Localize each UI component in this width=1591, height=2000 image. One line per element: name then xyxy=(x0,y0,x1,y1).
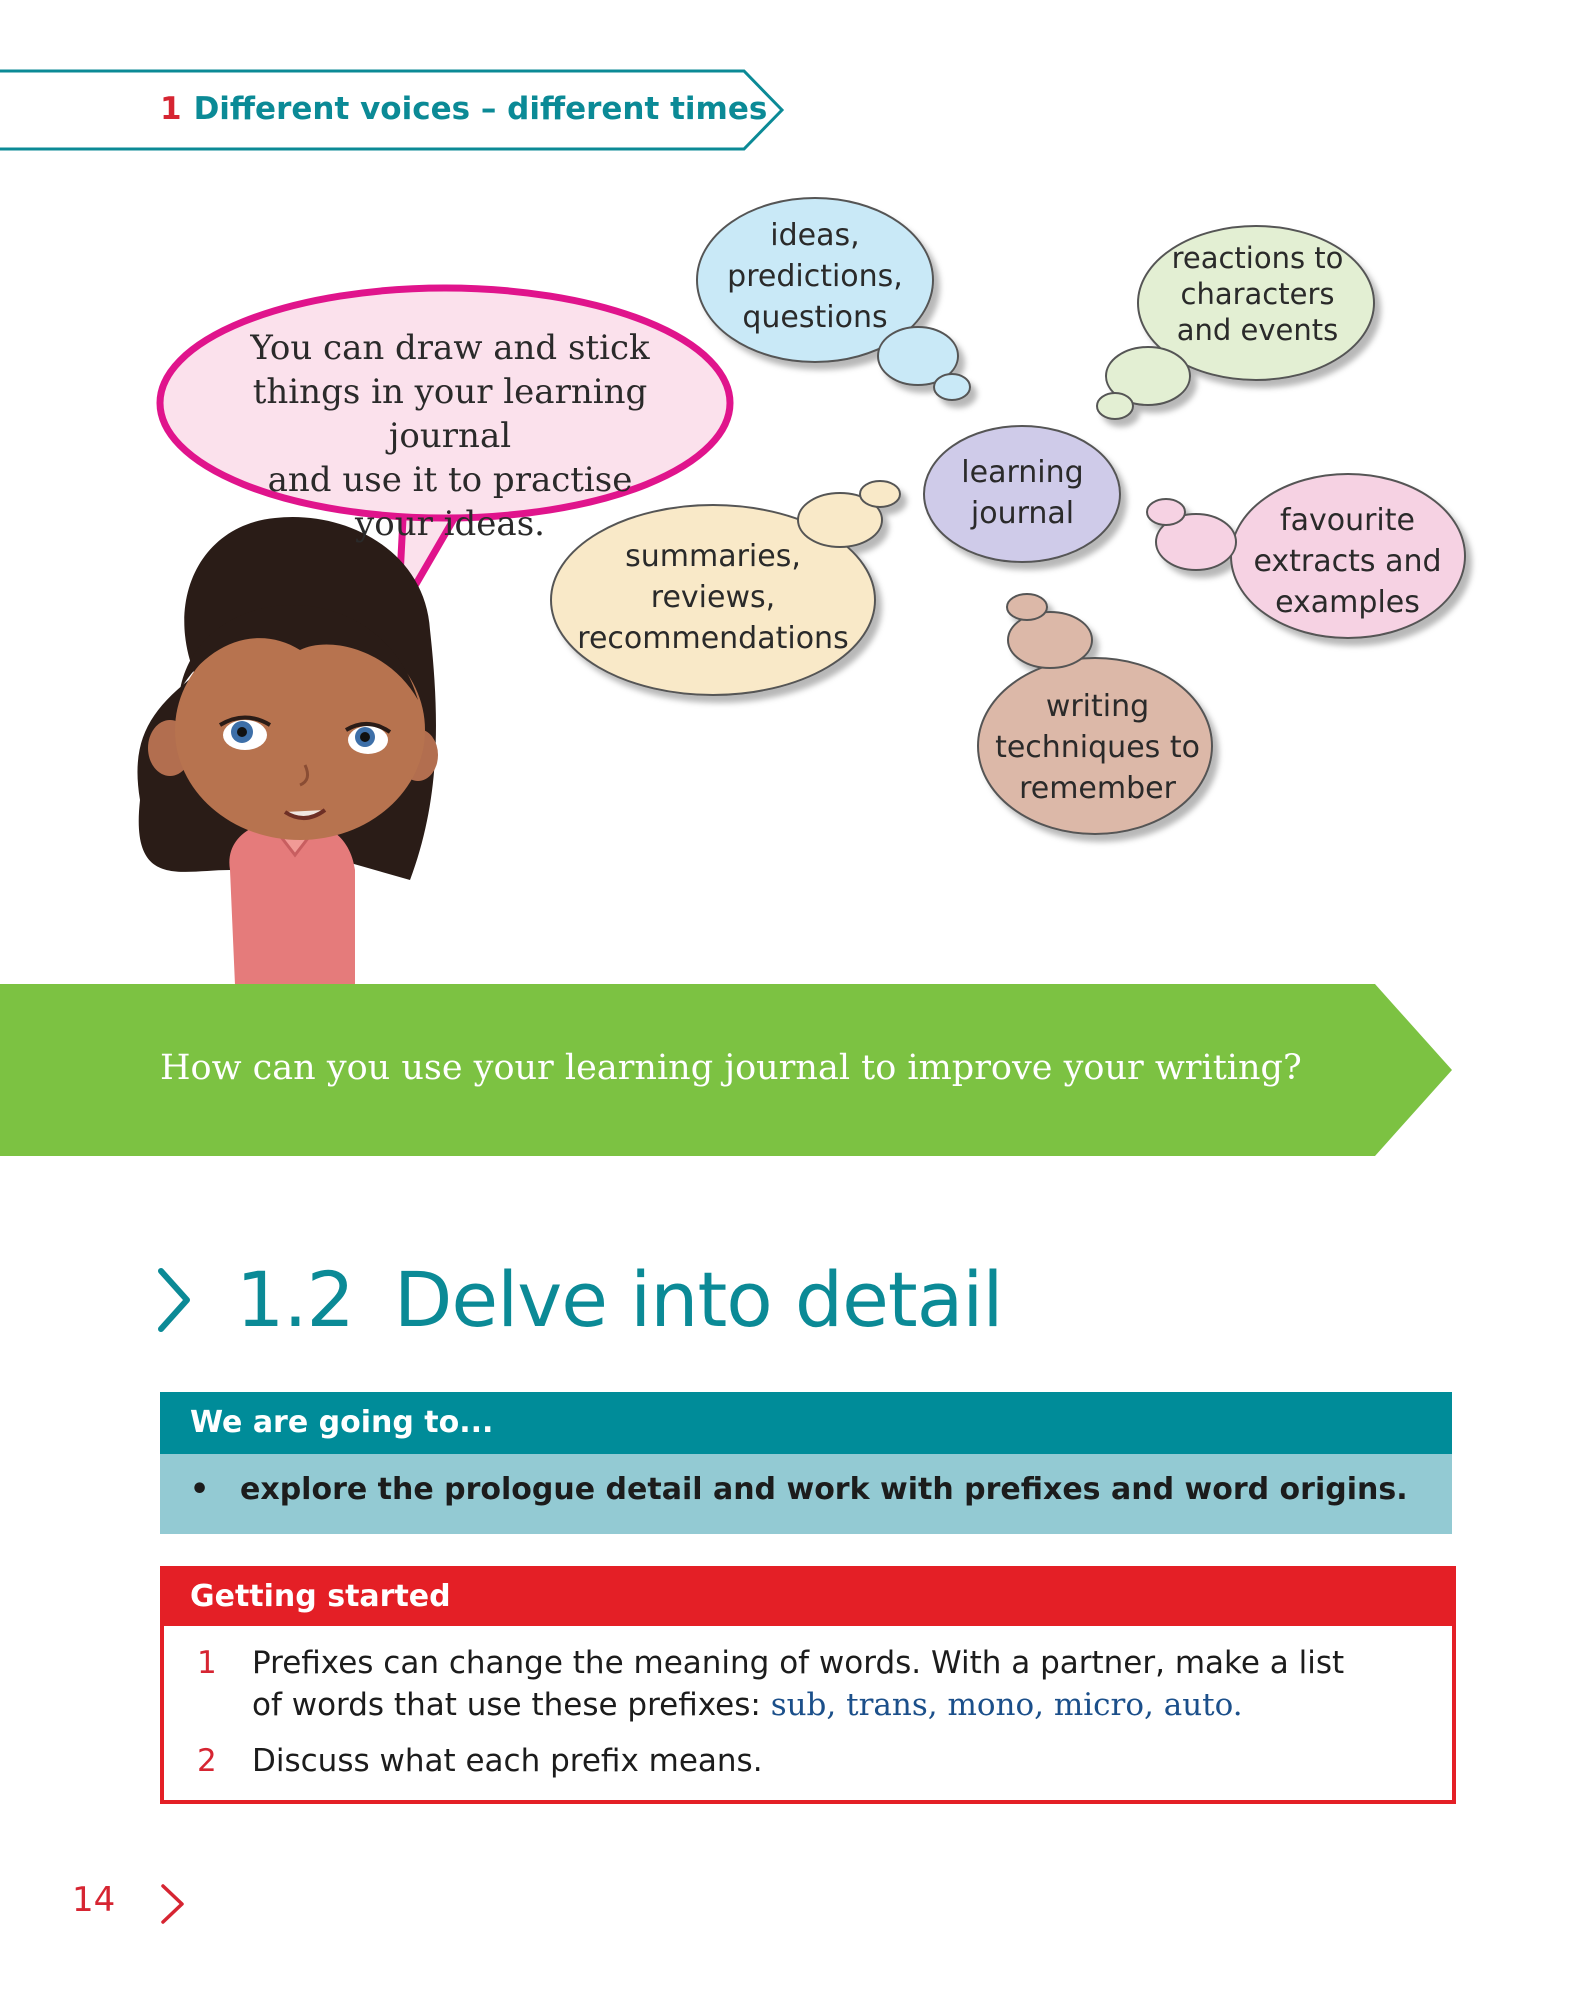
task-number: 1 xyxy=(197,1645,217,1681)
task-text-line1: Prefixes can change the meaning of words. With a partner, make a list xyxy=(252,1645,1345,1681)
chapter-title-text: Different voices – different times xyxy=(193,91,768,127)
section-chevron-icon xyxy=(155,1265,195,1335)
speech-bubble-text: You can draw and stick things in your learning journal and use it to practise your ideas. xyxy=(250,328,650,544)
bubble-favourite-text: favourite extracts and examples xyxy=(1253,503,1442,620)
goals-box xyxy=(160,1392,1452,1534)
bubble-ideas-text: ideas, predictions, questions xyxy=(727,218,903,335)
question-text: How can you use your learning journal to improve your writing? xyxy=(160,1048,1302,1088)
bubble-summaries-text: summaries, reviews, recommendations xyxy=(577,539,849,656)
getting-started-box xyxy=(160,1566,1456,1804)
task-text-line2 xyxy=(252,1684,1452,1726)
chapter-title xyxy=(160,91,767,127)
page-number: 14 xyxy=(72,1880,116,1920)
bullet-icon: • xyxy=(190,1472,210,1507)
bubble-learning-journal-text: learning journal xyxy=(961,455,1084,531)
task-text: Discuss what each prefix means. xyxy=(252,1743,763,1779)
task-item xyxy=(164,1740,1452,1782)
prefix-list: sub, trans, mono, micro, auto. xyxy=(770,1687,1243,1723)
bubble-writing-text: writing techniques to remember xyxy=(995,689,1200,806)
goals-header: We are going to... xyxy=(160,1392,1452,1454)
goals-item: explore the prologue detail and work with prefixes and word origins. xyxy=(240,1472,1408,1507)
getting-started-header: Getting started xyxy=(160,1566,1456,1626)
section-number: 1.2 xyxy=(236,1255,354,1344)
next-page-chevron-icon xyxy=(158,1882,188,1926)
bubble-reactions-text: reactions to characters and events xyxy=(1171,241,1344,347)
girl-character xyxy=(137,517,438,985)
task-text-lead: of words that use these prefixes: xyxy=(252,1687,771,1723)
section-title: Delve into detail xyxy=(393,1255,1003,1344)
chapter-number: 1 xyxy=(160,91,182,127)
section-heading xyxy=(236,1255,1003,1344)
task-item xyxy=(164,1642,1452,1726)
task-number: 2 xyxy=(197,1743,217,1779)
goals-list xyxy=(160,1454,1452,1534)
